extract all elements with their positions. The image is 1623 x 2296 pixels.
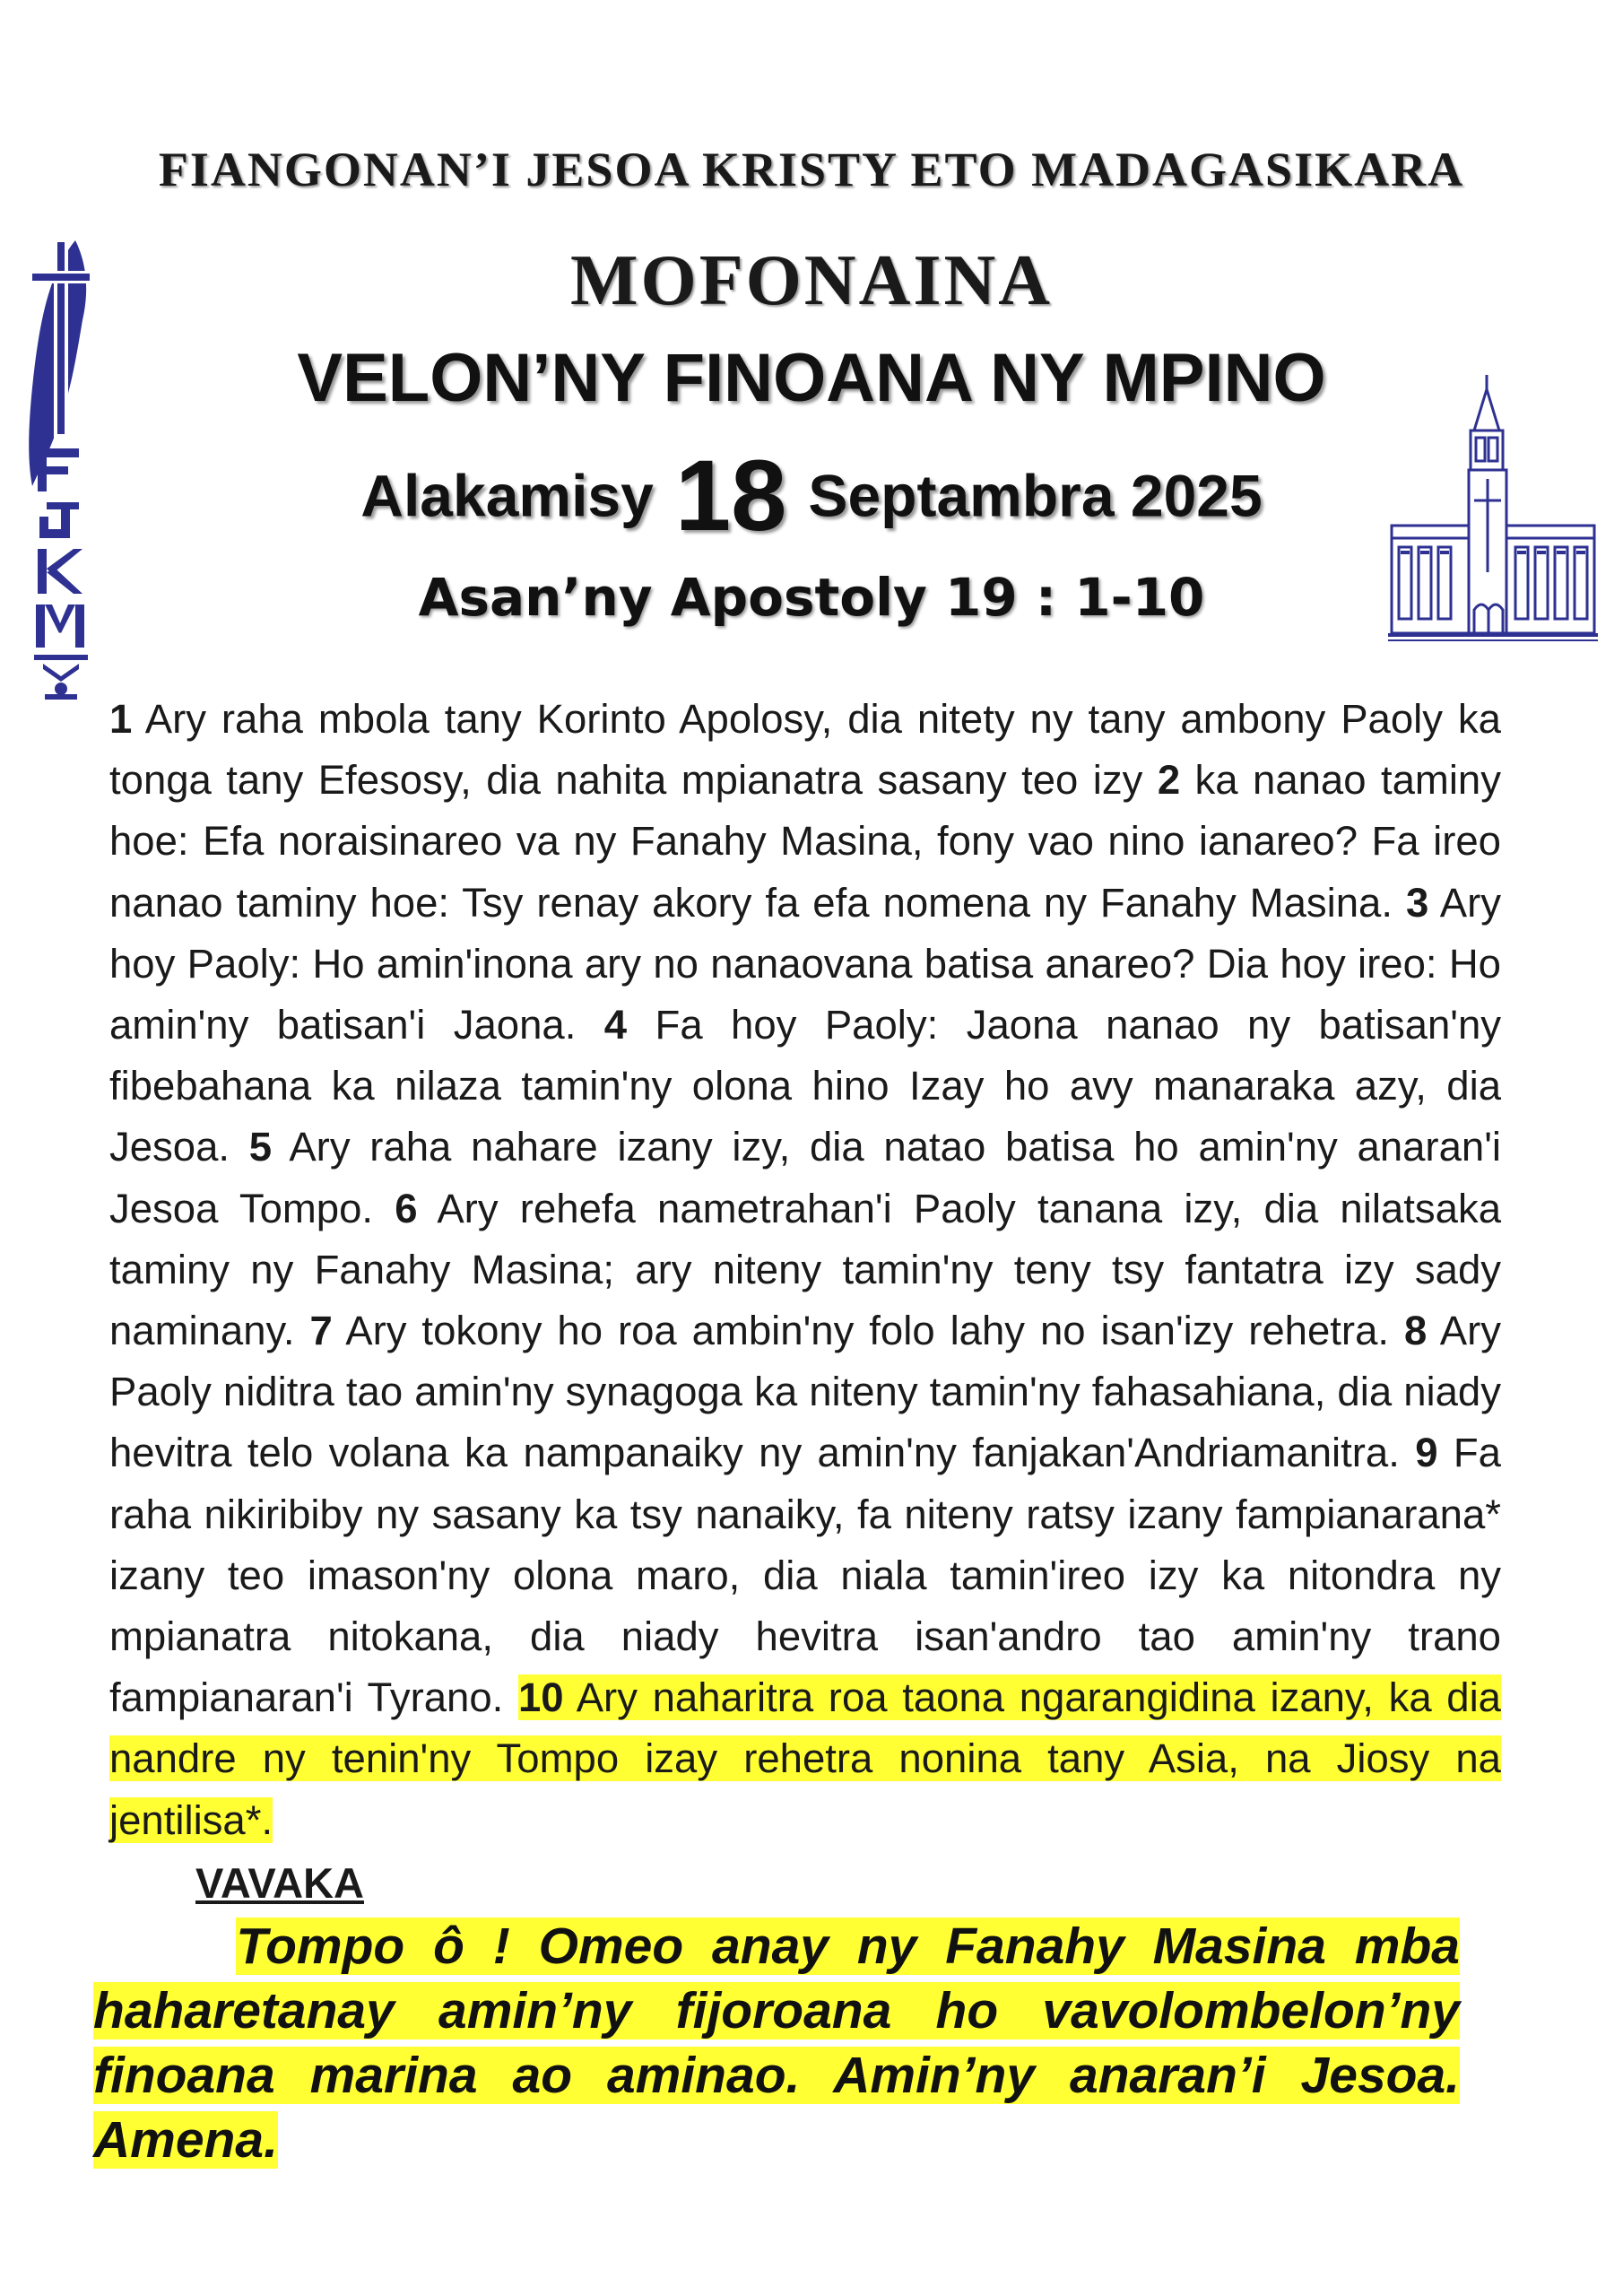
verse-number: 9 xyxy=(1415,1430,1438,1476)
verse-text: Fa hoy Paoly: Jaona nanao ny batisan'ny fibebahana ka nilaza tamin'ny olona hino Izay ho avy manaraka azy, dia Jesoa. xyxy=(109,1002,1501,1170)
verse-text: Fa raha nikiribiby ny sasany ka tsy nanaiky, fa niteny ratsy izany fampianarana* izany teo imason'ny olona maro, dia niala tamin'ireo izy ka nitondra ny mpianatra nitokana, dia niady hevitra isan'andro tao amin'ny trano fampianaran'i Tyrano. xyxy=(109,1430,1501,1721)
church-name: FIANGONAN’I JESOA KRISTY ETO MADAGASIKARA xyxy=(158,143,1465,196)
verse-text: Ary rehefa nametrahan'i Paoly tanana izy, dia nilatsaka taminy ny Fanahy Masina; ary niteny tamin'ny teny tsy fantatra izy sady naminany. xyxy=(109,1185,1501,1354)
verse-text: Ary naharitra roa taona ngarangidina izany, ka dia nandre ny tenin'ny Tompo izay rehetra nonina tany Asia, na Jiosy na jentilisa*. xyxy=(109,1674,1501,1843)
verse-text: Ary hoy Paoly: Ho amin'inona ary no nanaovana batisa anareo? Dia hoy ireo: Ho amin'ny batisan'i Jaona. xyxy=(109,879,1501,1048)
prayer-heading: VAVAKA xyxy=(195,1859,364,1907)
verse-text: ka nanao taminy hoe: Efa noraisinareo va ny Fanahy Masina, fony vao nino ianareo? Fa ireo nanao taminy hoe: Tsy renay akory fa efa nomena ny Fanahy Masina. xyxy=(109,757,1501,926)
verse-number: 8 xyxy=(1403,1308,1428,1354)
verse-text: Ary raha mbola tany Korinto Apolosy, dia nitety ny tany ambony Paoly ka tonga tany Efesosy, dia nahita mpianatra sasany teo izy xyxy=(109,696,1501,804)
page-subtitle: VELON’NY FINOANA NY MPINO xyxy=(297,340,1326,416)
date-weekday: Alakamisy xyxy=(360,462,654,529)
verse-text: Ary tokony ho roa ambin'ny folo lahy no isan'izy rehetra. xyxy=(345,1308,1390,1354)
prayer-text xyxy=(93,1914,1460,2172)
verse-number: 2 xyxy=(1157,757,1181,804)
verse-number: 10 xyxy=(517,1674,564,1721)
verse-text: Ary Paoly niditra tao amin'ny synagoga ka niteny tamin'ny fahasahiana, dia niady hevitra telo volana ka nampanaiky ny amin'ny fanjakan'Andriamanitra. xyxy=(109,1308,1501,1476)
verse-number: 3 xyxy=(1405,879,1429,926)
scripture-text xyxy=(109,689,1501,1851)
verse-number: 7 xyxy=(309,1308,333,1354)
verse-number: 6 xyxy=(395,1185,418,1231)
date-day: 18 xyxy=(674,439,787,552)
prayer-body: Tompo ô ! Omeo anay ny Fanahy Masina mba haharetanay amin’ny fijoroana ho vavolombelon’ny finoana marina ao aminao. Amin’ny anaran’i Jesoa. Amena. xyxy=(93,1918,1460,2169)
date-line xyxy=(0,438,1623,553)
church-building-logo-icon xyxy=(1388,375,1598,642)
date-month-year: Septambra 2025 xyxy=(808,462,1263,529)
verse-text: Ary raha nahare izany izy, dia natao batisa ho amin'ny anaran'i Jesoa Tompo. xyxy=(109,1124,1501,1231)
verse-number: 4 xyxy=(603,1002,628,1048)
scripture-reference: Asan’ny Apostoly 19 : 1-10 xyxy=(418,567,1205,628)
fjkm-cross-logo-icon xyxy=(20,235,106,701)
page-title: MOFONAINA xyxy=(569,241,1054,320)
verse-number: 5 xyxy=(248,1124,273,1170)
verse-number: 1 xyxy=(109,696,133,742)
